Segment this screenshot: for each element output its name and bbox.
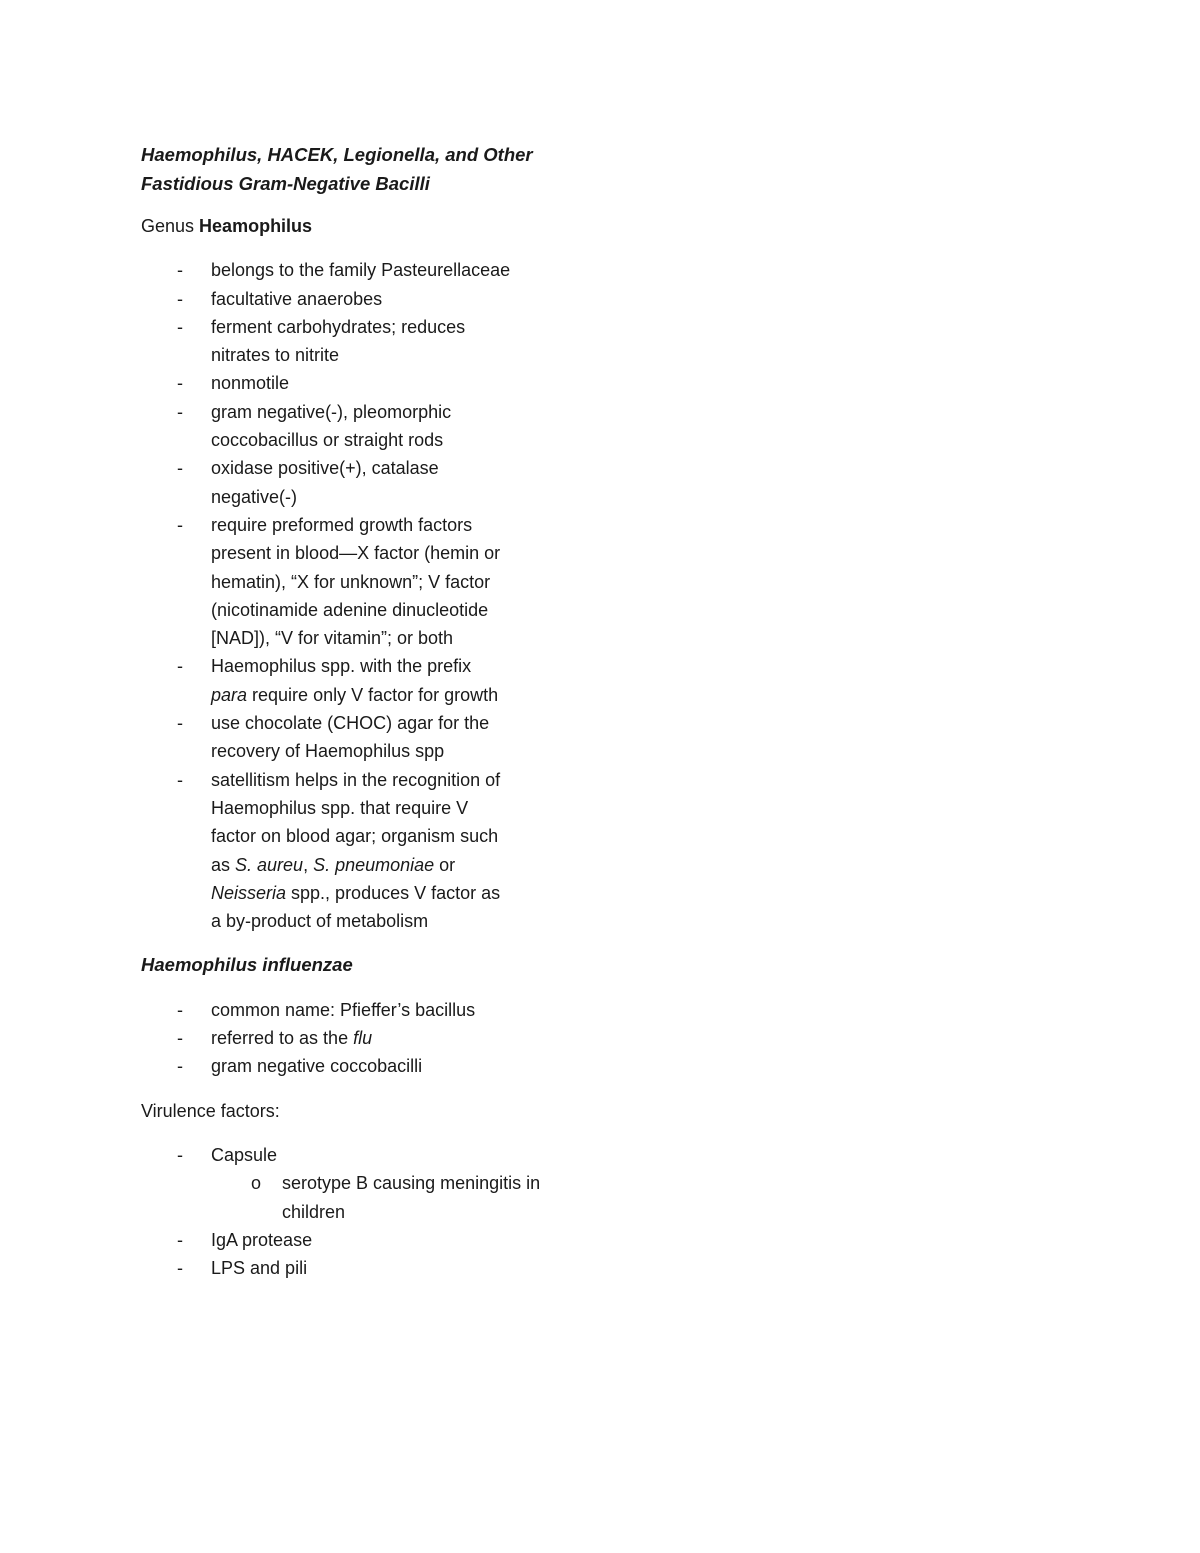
list-item-text: belongs to the family Pasteurellaceae — [211, 260, 511, 281]
list-item — [141, 398, 511, 455]
circle-bullet-marker: o — [251, 1173, 262, 1194]
sub-list-item — [211, 1169, 572, 1226]
list-item-text: common name: Pfieffer’s bacillus — [211, 999, 476, 1020]
genus-heading — [141, 212, 581, 240]
capsule-sublist — [211, 1169, 541, 1226]
title-line-1: Haemophilus, HACEK, Legionella, and Other — [141, 144, 533, 165]
list-item-text: referred to as the — [211, 1028, 354, 1049]
dash-marker: - — [177, 769, 183, 790]
list-item-text: ferment carbohydrates; reduces nitrates to nitrite — [211, 316, 466, 366]
dash-marker: - — [177, 1258, 183, 1279]
dash-marker: - — [177, 288, 183, 309]
influenzae-list — [141, 996, 581, 1081]
italic-term: S. pneumoniae — [313, 854, 435, 875]
italic-term: flu — [353, 1028, 373, 1049]
list-item-text: gram negative(-), pleomorphic coccobacillus or straight rods — [211, 401, 452, 451]
list-item — [141, 766, 511, 936]
list-item — [141, 313, 511, 370]
list-item-text: serotype B causing meningitis in children — [282, 1173, 541, 1222]
list-item — [141, 454, 511, 511]
dash-marker: - — [177, 1028, 183, 1049]
dash-marker: - — [177, 1056, 183, 1077]
influenzae-heading: Haemophilus influenzae — [141, 954, 353, 976]
genus-list — [141, 256, 581, 935]
list-item-text: nonmotile — [211, 373, 290, 394]
list-item — [141, 285, 511, 313]
list-item-text: facultative anaerobes — [211, 288, 383, 309]
title-line-2: Fastidious Gram-Negative Bacilli — [141, 173, 430, 194]
dash-marker: - — [177, 999, 183, 1020]
list-item — [141, 1226, 511, 1254]
virulence-list — [141, 1141, 581, 1282]
dash-marker: - — [177, 458, 183, 479]
list-item — [141, 1052, 511, 1080]
list-item — [141, 511, 511, 652]
list-item — [141, 369, 511, 397]
list-item-text: use chocolate (CHOC) agar for the recovery of Haemophilus spp — [211, 713, 490, 762]
document-body — [141, 140, 581, 1298]
list-item-text: gram negative coccobacilli — [211, 1056, 423, 1077]
dash-marker: - — [177, 514, 183, 535]
list-item — [141, 1141, 541, 1226]
dash-marker: - — [177, 401, 183, 422]
genus-prefix: Genus — [141, 216, 200, 236]
list-item-text: spp., produces V factor as a by-product of metabolism — [211, 882, 501, 932]
list-item-text: LPS and pili — [211, 1258, 308, 1279]
list-item — [141, 1024, 511, 1052]
genus-name: Heamophilus — [199, 216, 313, 236]
list-item — [141, 1254, 511, 1282]
list-item-text: Capsule — [211, 1144, 278, 1165]
list-item-text: IgA protease — [211, 1229, 313, 1250]
dash-marker: - — [177, 1144, 183, 1165]
dash-marker: - — [177, 713, 183, 734]
list-item — [141, 996, 511, 1024]
italic-term: S. aureu — [235, 854, 304, 875]
list-item-text: satellitism helps in the recognition of Haemophilus spp. that require V factor on blood agar; organism such as — [211, 769, 501, 875]
dash-marker: - — [177, 656, 183, 677]
list-item-text: or — [434, 854, 456, 875]
dash-marker: - — [177, 373, 183, 394]
list-item-text: require preformed growth factors present in blood—X factor (hemin or hematin), “X for unknown”; V factor (nicotinamide adenine dinucleotide [NAD]), “V for vitamin”; or both — [211, 514, 501, 649]
list-item-text: , — [303, 854, 314, 875]
dash-marker: - — [177, 316, 183, 337]
list-item-text: require only V factor for growth — [247, 684, 499, 705]
list-item — [141, 709, 511, 766]
list-item-text: Haemophilus spp. with the prefix — [211, 656, 472, 677]
virulence-heading: Virulence factors: — [141, 1100, 280, 1121]
list-item — [141, 256, 511, 284]
italic-term: Neisseria — [211, 882, 287, 903]
dash-marker: - — [177, 260, 183, 281]
italic-term: para — [211, 684, 248, 705]
document-title — [141, 140, 581, 198]
dash-marker: - — [177, 1229, 183, 1250]
list-item-text: oxidase positive(+), catalase negative(-) — [211, 458, 439, 507]
list-item — [141, 652, 511, 709]
